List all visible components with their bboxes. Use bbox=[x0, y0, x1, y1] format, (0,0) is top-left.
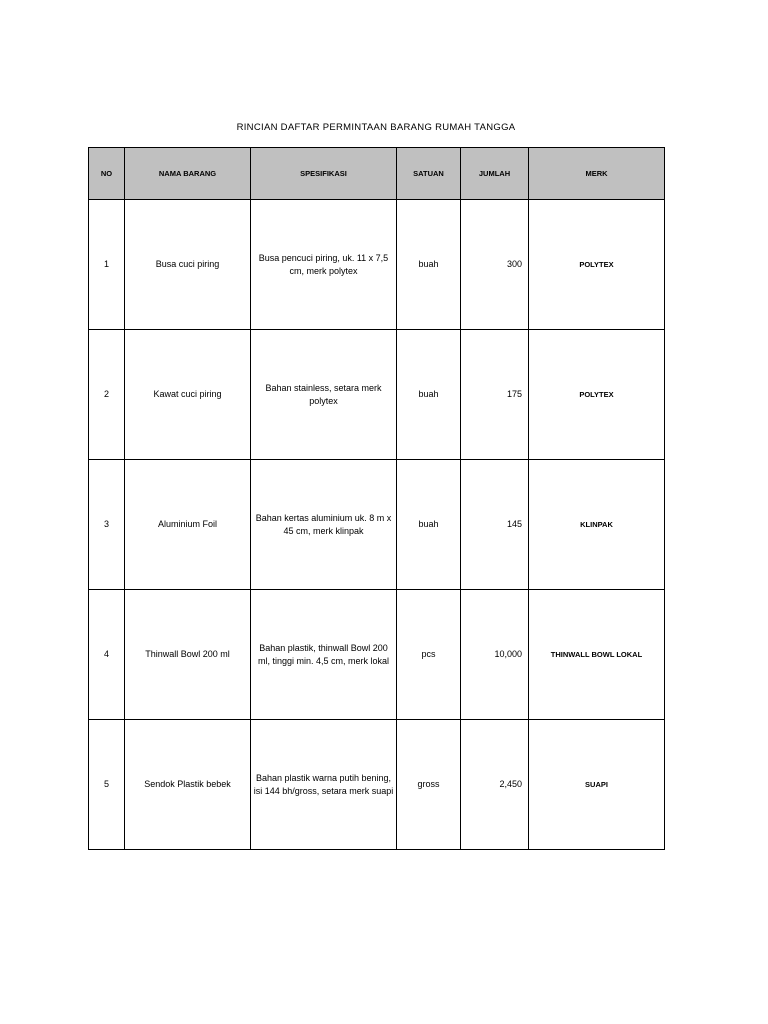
cell-spesifikasi: Bahan plastik warna putih bening, isi 144 bh/gross, setara merk suapi bbox=[251, 720, 397, 850]
cell-satuan: buah bbox=[397, 460, 461, 590]
cell-jumlah: 2,450 bbox=[461, 720, 529, 850]
request-table bbox=[88, 147, 665, 850]
cell-nama-barang: Sendok Plastik bebek bbox=[125, 720, 251, 850]
cell-merk: KLINPAK bbox=[529, 460, 665, 590]
cell-merk: POLYTEX bbox=[529, 200, 665, 330]
table-row bbox=[89, 330, 665, 460]
cell-jumlah: 145 bbox=[461, 460, 529, 590]
header-no: NO bbox=[89, 148, 125, 200]
cell-no: 1 bbox=[89, 200, 125, 330]
header-jumlah: JUMLAH bbox=[461, 148, 529, 200]
cell-spesifikasi: Bahan plastik, thinwall Bowl 200 ml, tinggi min. 4,5 cm, merk lokal bbox=[251, 590, 397, 720]
table-header bbox=[89, 148, 665, 200]
cell-jumlah: 175 bbox=[461, 330, 529, 460]
header-nama-barang: NAMA BARANG bbox=[125, 148, 251, 200]
table-row bbox=[89, 200, 665, 330]
cell-nama-barang: Aluminium Foil bbox=[125, 460, 251, 590]
cell-spesifikasi: Bahan stainless, setara merk polytex bbox=[251, 330, 397, 460]
cell-nama-barang: Busa cuci piring bbox=[125, 200, 251, 330]
cell-satuan: pcs bbox=[397, 590, 461, 720]
cell-satuan: buah bbox=[397, 330, 461, 460]
table-body bbox=[89, 200, 665, 850]
cell-no: 4 bbox=[89, 590, 125, 720]
document-title: RINCIAN DAFTAR PERMINTAAN BARANG RUMAH TANGGA bbox=[236, 122, 516, 133]
table-row bbox=[89, 590, 665, 720]
header-satuan: SATUAN bbox=[397, 148, 461, 200]
header-spesifikasi: SPESIFIKASI bbox=[251, 148, 397, 200]
cell-nama-barang: Thinwall Bowl 200 ml bbox=[125, 590, 251, 720]
cell-nama-barang: Kawat cuci piring bbox=[125, 330, 251, 460]
cell-no: 5 bbox=[89, 720, 125, 850]
cell-merk: THINWALL BOWL LOKAL bbox=[529, 590, 665, 720]
cell-spesifikasi: Bahan kertas aluminium uk. 8 m x 45 cm, merk klinpak bbox=[251, 460, 397, 590]
cell-spesifikasi: Busa pencuci piring, uk. 11 x 7,5 cm, merk polytex bbox=[251, 200, 397, 330]
cell-merk: SUAPI bbox=[529, 720, 665, 850]
cell-jumlah: 10,000 bbox=[461, 590, 529, 720]
cell-satuan: buah bbox=[397, 200, 461, 330]
cell-jumlah: 300 bbox=[461, 200, 529, 330]
table-row bbox=[89, 460, 665, 590]
table-row bbox=[89, 720, 665, 850]
cell-merk: POLYTEX bbox=[529, 330, 665, 460]
cell-no: 3 bbox=[89, 460, 125, 590]
cell-no: 2 bbox=[89, 330, 125, 460]
header-merk: MERK bbox=[529, 148, 665, 200]
cell-satuan: gross bbox=[397, 720, 461, 850]
header-row bbox=[89, 148, 665, 200]
